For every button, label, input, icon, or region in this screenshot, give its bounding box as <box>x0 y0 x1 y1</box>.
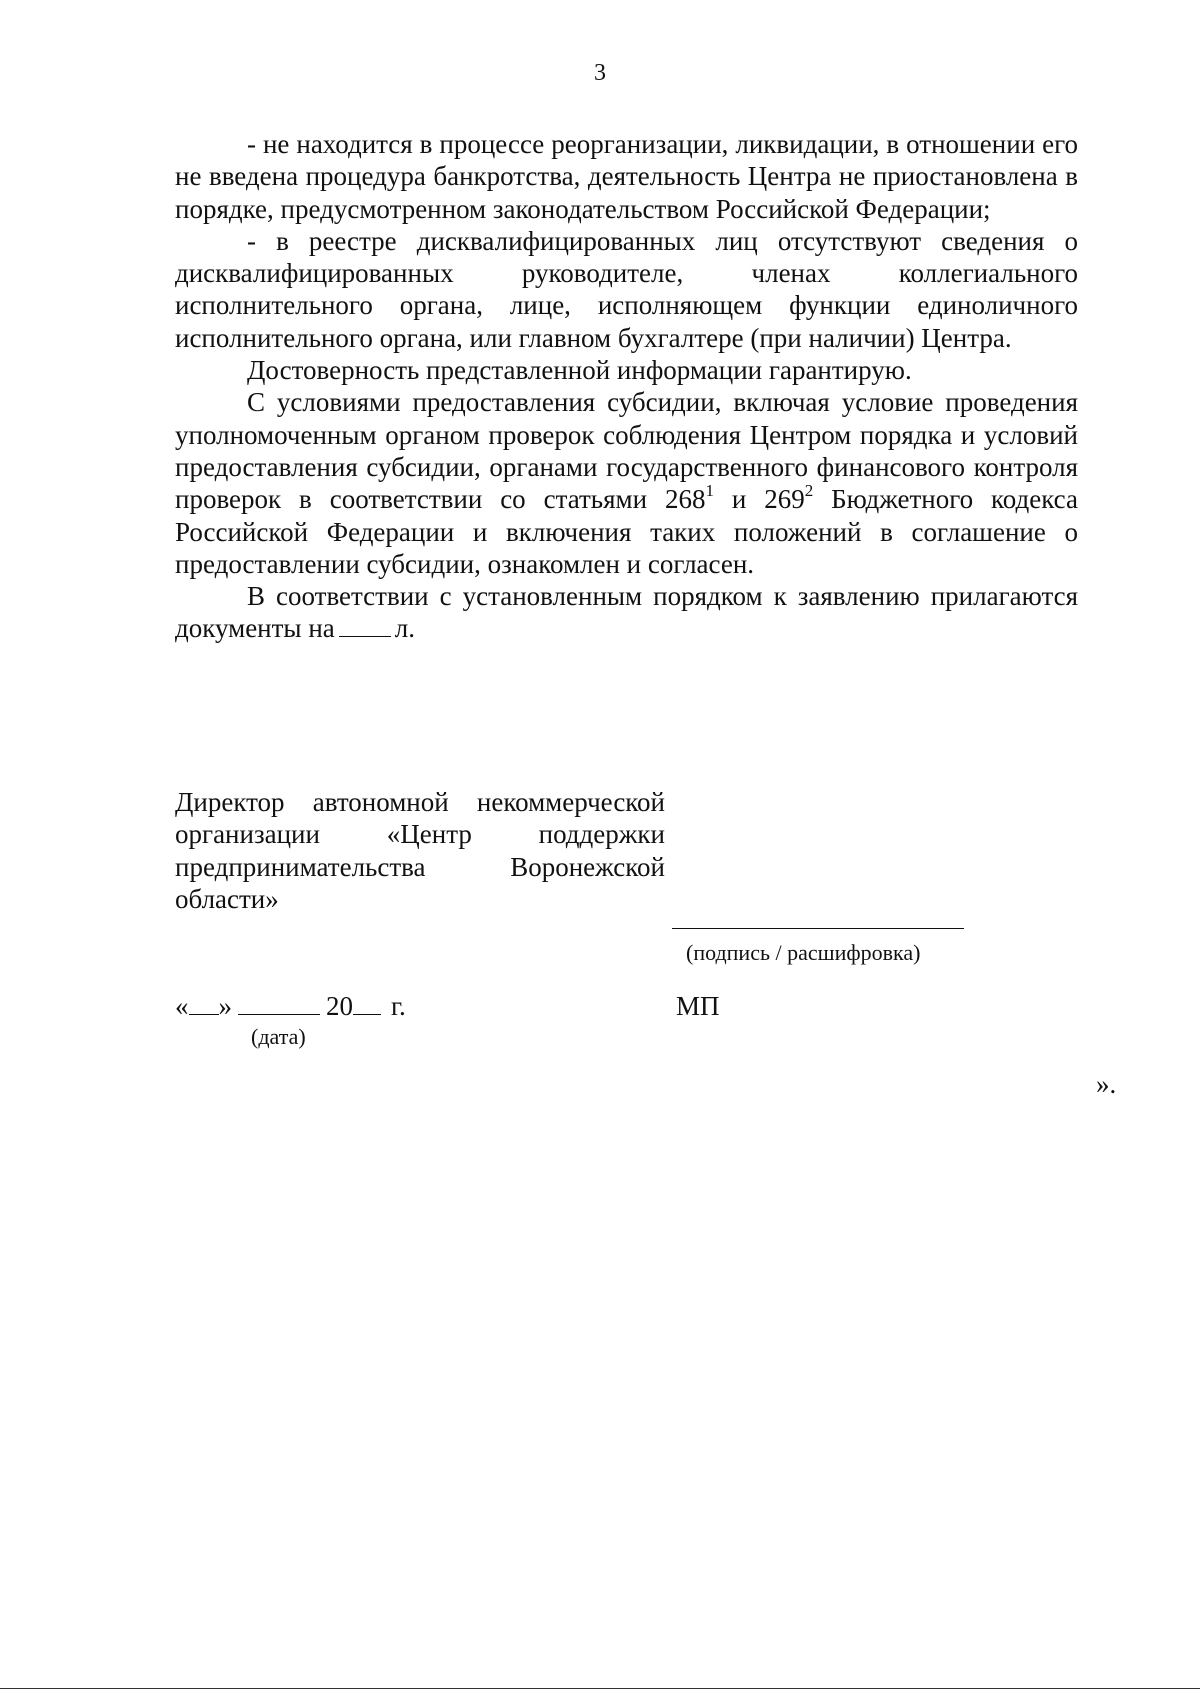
paragraph-disqualified-persons: - в реестре дисквалифицированных лиц отсутствуют сведения о дисквалифицированных руководителе, членах коллегиального исполнительного органа, лице, исполняющем функции единоличного исполнительного органа, или главном бухгалтере (при наличии) Центра. <box>175 225 1078 353</box>
attachments-unit: л. <box>394 613 415 644</box>
date-open-quote: « <box>175 991 189 1021</box>
paragraph-attachments <box>175 580 1078 645</box>
scan-bottom-edge <box>0 1688 1200 1689</box>
conditions-text-part1: С условиями предоставления субсидии, включая условие проведения уполномоченным органом проверок соблюдения Центром порядка и условий предоставления субсидии, органами государственного финансового контроля проверок в соответствии со статьями 268 <box>175 387 1078 515</box>
closing-quote: ». <box>1096 1069 1117 1099</box>
signatory-title: Директор автономной некоммерческой организации «Центр поддержки предпринимательства Воронежской области» <box>175 787 665 914</box>
article-superscript-2: 2 <box>804 481 814 501</box>
conditions-text-part2: и 269 <box>713 484 805 515</box>
date-close-quote: » <box>218 991 232 1021</box>
paragraph-conditions <box>175 386 1078 580</box>
conditions-text-part3: Бюджетного кодекса Российской Федерации и включения таких положений в соглашение о предоставлении субсидии, ознакомлен и согласен. <box>175 484 1078 579</box>
year-suffix: г. <box>391 991 406 1021</box>
page-number: 3 <box>594 60 606 86</box>
sheet-count-blank <box>339 614 391 637</box>
year-prefix: 20 <box>326 991 353 1021</box>
signature-caption: (подпись / расшифровка) <box>686 940 921 965</box>
year-blank <box>353 994 381 1015</box>
month-blank <box>238 994 320 1015</box>
date-field <box>175 991 406 1022</box>
paragraph-reliability: Достоверность представленной информации гарантирую. <box>247 355 912 386</box>
day-blank <box>189 994 219 1015</box>
signature-line <box>672 928 964 929</box>
date-caption: (дата) <box>251 1024 306 1049</box>
attachments-text: В соответствии с установленным порядком к заявлению прилагаются документы на <box>175 581 1078 644</box>
paragraph-reorganization: - не находится в процессе реорганизации, ликвидации, в отношении его не введена процедура банкротства, деятельность Центра не приостановлена в порядке, предусмотренном законодательством Российской Федерации; <box>175 129 1078 224</box>
stamp-place-label: МП <box>676 991 720 1021</box>
document-body <box>175 128 1078 645</box>
article-superscript-1: 1 <box>705 481 714 501</box>
